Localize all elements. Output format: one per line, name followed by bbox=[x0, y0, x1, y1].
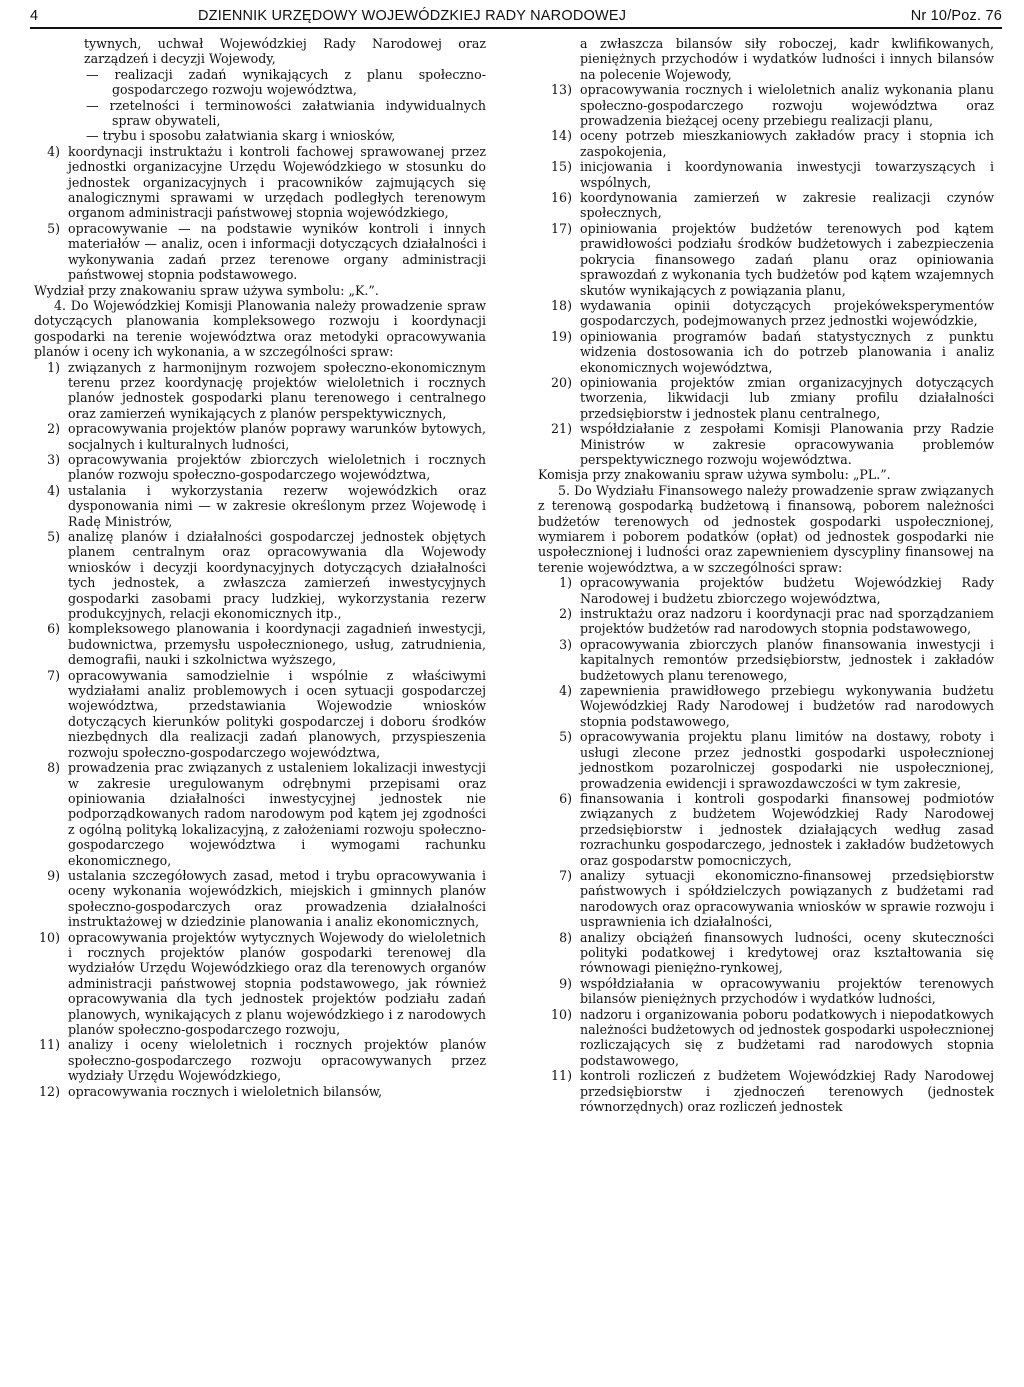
list-item bbox=[34, 144, 486, 221]
journal-title: DZIENNIK URZĘDOWY WOJEWÓDZKIEJ RADY NARODOWEJ bbox=[198, 8, 627, 24]
list-item-number: 18) bbox=[551, 297, 572, 313]
list-item-number: 21) bbox=[551, 421, 572, 437]
list-item-text: wydawania opinii dotyczących projekóweksperymentów gospodarczych, podejmowanych przez jednostki wojewódzkie, bbox=[580, 297, 994, 329]
left-intro-line: — trybu i sposobu załatwiania skarg i wniosków, bbox=[86, 128, 396, 144]
list-item bbox=[538, 868, 994, 930]
list-item bbox=[538, 575, 994, 606]
list-item-text: kompleksowego planowania i koordynacji zagadnień inwestycji, budownictwa, przemysłu uspołecznionego, usług, zatrudnienia, demografii, nauki i szkolnictwa wyższego, bbox=[68, 621, 486, 668]
list-item bbox=[538, 421, 994, 467]
list-item-number: 11) bbox=[39, 1037, 60, 1053]
list-item-text: koordynacji instruktażu i kontroli fachowej sprawowanej przez jednostki organizacyjne Urzędu Wojewódzkiego w stosunku do jednostek organizacyjnych i pracowników zajmujących się analogicznymi sprawami w urzędach podległych terenowym organom administracji państwowej stopnia wojewódzkiego, bbox=[68, 143, 486, 221]
list-item-text: opracowywania projektów planów poprawy warunków bytowych, socjalnych i kulturalnych ludności, bbox=[68, 421, 486, 452]
list-item-text: oceny potrzeb mieszkaniowych zakładów pracy i stopnia ich zaspokojenia, bbox=[580, 128, 994, 159]
right-continuation: a zwłaszcza bilansów siły roboczej, kadr kwlifikowanych, pieniężnych przychodów i wydatków ludności i innych bilansów na polecenie Wojewody, bbox=[580, 36, 994, 82]
list-item-number: 12) bbox=[39, 1083, 60, 1099]
list-item-number: 6) bbox=[47, 621, 60, 637]
list-item bbox=[538, 375, 994, 421]
list-item bbox=[34, 930, 486, 1038]
right-list-a bbox=[538, 82, 994, 467]
list-item bbox=[538, 683, 994, 729]
list-item-text: opracowywania projektu planu limitów na dostawy, roboty i usługi zlecone przez jednostki gospodarki uspołecznionej jednostkom pozarolniczej gospodarki nie uspołecznionej, prowadzenia ewidencji i sprawozdawczości w tym zakresie, bbox=[580, 729, 994, 791]
list-item-text: opiniowania projektów budżetów terenowych pod kątem prawidłowości podziału środków budżetowych i zabezpieczenia pokrycia finansowego zadań planu oraz opiniowania sprawozdań z wykonania tych budżetów pod kątem wzajemnych skutów wynikających z powiązania planu, bbox=[580, 220, 994, 298]
list-item bbox=[538, 729, 994, 791]
list-item-text: opracowywania zbiorczych planów finansowania inwestycji i kapitalnych remontów przedsiębiorstw, jednostek i zakładów budżetowych planu terenowego, bbox=[580, 636, 994, 683]
left-list-b bbox=[34, 360, 486, 1100]
list-item bbox=[34, 452, 486, 483]
list-item-text: opracowywania projektów wytycznych Wojewody do wieloletnich i rocznych projektów planów gospodarki terenowej dla wydziałów Urzędu Wojewódzkiego oraz dla terenowych organów administracji państwowej stopnia podstawowego, jak również opracowywania dla tych jednostek projektów podziału zadań planowych, wynikających z planu wojewódzkiego i z narodowych planów społeczno-gospodarczego rozwoju, bbox=[68, 929, 486, 1037]
left-intro-line: — realizacji zadań wynikających z planu społeczno-gospodarczego rozwoju województwa, bbox=[86, 66, 486, 98]
list-item-number: 3) bbox=[47, 451, 60, 467]
list-item-text: opracowywania samodzielnie i wspólnie z właściwymi wydziałami analiz problemowych i ocen sytuacji gospodarczej województwa, przedstawiania Wojewodzie wniosków dotyczących kierunków polityki gospodarczej i doboru środków niezbędnych dla realizacji zadań planowych, przyspieszenia rozwoju społeczno-gospodarczego województwa, bbox=[68, 667, 486, 760]
list-item bbox=[538, 128, 994, 159]
list-item-number: 13) bbox=[551, 82, 572, 98]
list-item bbox=[538, 298, 994, 329]
list-item bbox=[34, 221, 486, 283]
list-item-number: 4) bbox=[559, 683, 572, 699]
section-4-heading: 4. Do Wojewódzkiej Komisji Planowania należy prowadzenie spraw dotyczących planowania kompleksowego rozwoju i koordynacji gospodarki na terenie województwa oraz metodyki opracowywania planów i oceny ich wykonania, a w szczególności spraw: bbox=[34, 297, 486, 360]
list-item-text: zapewnienia prawidłowego przebiegu wykonywania budżetu Wojewódzkiej Rady Narodowej i budżetów rad narodowych stopnia podstawowego, bbox=[580, 683, 994, 729]
left-intro-line: — rzetelności i terminowości załatwiania indywidualnych spraw obywateli, bbox=[86, 97, 486, 129]
list-item-text: opracowywania rocznych i wieloletnich analiz wykonania planu społeczno-gospodarczego rozwoju województwa oraz prowadzenia bieżącej oceny przebiegu realizacji planu, bbox=[580, 82, 994, 129]
list-item bbox=[538, 159, 994, 190]
list-item-number: 4) bbox=[47, 143, 60, 159]
page-header bbox=[30, 6, 1002, 28]
list-item-number: 9) bbox=[47, 867, 60, 883]
list-item-text: prowadzenia prac związanych z ustaleniem lokalizacji inwestycji w zakresie uregulowanym odrębnymi przepisami oraz opiniowania działalności inwestycyjnej jednostek nie podporządkowanych radom narodowym pod kątem jej zgodności z ogólną polityką lokalizacyjną, z założeniami rozwoju społeczno-gospodarczego województwa i wymogami rachunku ekonomicznego, bbox=[68, 760, 486, 868]
list-item-number: 16) bbox=[551, 190, 572, 206]
list-item-text: inicjowania i koordynowania inwestycji towarzyszących i wspólnych, bbox=[580, 159, 994, 190]
list-item-number: 20) bbox=[551, 374, 572, 390]
list-item bbox=[34, 621, 486, 667]
list-item-number: 1) bbox=[47, 359, 60, 375]
list-item bbox=[34, 760, 486, 868]
list-item bbox=[538, 930, 994, 976]
symbol-pl-line: Komisja przy znakowaniu spraw używa symbolu: „PL.”. bbox=[538, 467, 891, 483]
list-item-text: opracowywania projektów zbiorczych wieloletnich i rocznych planów rozwoju społeczno-gospodarczego województwa, bbox=[68, 451, 486, 483]
list-item-text: współdziałanie z zespołami Komisji Planowania przy Radzie Ministrów w zakresie opracowywania problemów perspektywicznego rozwoju województwa. bbox=[580, 421, 994, 467]
list-item-text: opracowywania projektów budżetu Wojewódzkiej Rady Narodowej i budżetu zbiorczego województwa, bbox=[580, 575, 994, 606]
list-item bbox=[538, 637, 994, 683]
list-item-number: 15) bbox=[551, 159, 572, 175]
list-item bbox=[538, 976, 994, 1007]
list-item bbox=[538, 221, 994, 298]
list-item-text: współdziałania w opracowywaniu projektów terenowych bilansów pieniężnych przychodów i wydatków ludności, bbox=[580, 975, 994, 1007]
list-item-text: opiniowania projektów zmian organizacyjnych dotyczących tworzenia, likwidacji lub zmiany profilu działalności przedsiębiorstw i jednostek planu centralnego, bbox=[580, 374, 994, 421]
page-number: 4 bbox=[30, 8, 39, 24]
list-item bbox=[34, 483, 486, 529]
list-item-text: analizy obciążeń finansowych ludności, oceny skuteczności polityki podatkowej i kredytowej oraz kształtowania się równowagi pieniężno-rynkowej, bbox=[580, 929, 994, 976]
list-item-number: 19) bbox=[551, 328, 572, 344]
list-item-text: opiniowania programów badań statystycznych z punktu widzenia dostosowania ich do potrzeb planowania i analiz ekonomicznych województwa, bbox=[580, 328, 994, 375]
list-item-text: analizę planów i działalności gospodarczej jednostek objętych planem centralnym oraz opracowywania dla Wojewody wniosków i decyzji koordynacyjnych dotyczących działalności tych jednostek, a zwłaszcza zamierzeń inwestycyjnych gospodarki zasobami pracy ludzkiej, wykorzystania rezerw produkcyjnych, relacji ekonomicznych itp., bbox=[68, 529, 486, 622]
list-item-text: instruktażu oraz nadzoru i koordynacji prac nad sporządzaniem projektów budżetów rad narodowych stopnia podstawowego, bbox=[580, 606, 994, 637]
list-item-text: koordynowania zamierzeń w zakresie realizacji czynów społecznych, bbox=[580, 190, 994, 221]
list-item-text: analizy i oceny wieloletnich i rocznych projektów planów społeczno-gospodarczego rozwoju opracowywanych przez wydziały Urzędu Wojewódzkiego, bbox=[68, 1037, 486, 1084]
list-item-number: 6) bbox=[559, 790, 572, 806]
list-item bbox=[34, 529, 486, 621]
list-item bbox=[538, 190, 994, 221]
left-column bbox=[34, 36, 486, 1099]
list-item-text: związanych z harmonijnym rozwojem społeczno-ekonomicznym terenu przez koordynację projektów wieloletnich i rocznych planów jednostek gospodarki planu terenowego i centralnego oraz zamierzeń wynikających z planów perspektywicznych, bbox=[68, 359, 486, 421]
list-item bbox=[34, 868, 486, 930]
list-item-number: 7) bbox=[47, 667, 60, 683]
list-item bbox=[34, 668, 486, 760]
symbol-k-line: Wydział przy znakowaniu spraw używa symbolu: „K.”. bbox=[34, 282, 379, 298]
left-list-a bbox=[34, 144, 486, 283]
list-item-text: finansowania i kontroli gospodarki finansowej podmiotów związanych z budżetem Wojewódzkiej Rady Narodowej przedsiębiorstw i jednostek działających według zasad rozrachunku gospodarczego, jednostek i zakładów budżetowych oraz gospodarstw pomocniczych, bbox=[580, 790, 994, 868]
list-item bbox=[538, 606, 994, 637]
list-item bbox=[538, 1007, 994, 1069]
list-item bbox=[34, 1037, 486, 1083]
list-item-text: analizy sytuacji ekonomiczno-finansowej przedsiębiorstw państwowych i spółdzielczych powiązanych z budżetami rad narodowych oraz opracowywania wniosków w sprawie rozwoju i usprawnienia ich działalności, bbox=[580, 867, 994, 930]
issue-number: Nr 10/Poz. 76 bbox=[910, 8, 1002, 24]
list-item bbox=[538, 1068, 994, 1114]
section-5-heading: 5. Do Wydziału Finansowego należy prowadzenie spraw związanych z terenową gospodarką budżetową i finansową, poborem należności budżetów terenowych od jednostek gospodarki uspołecznionej, wymiarem i poborem podatków (opłat) od jednostek gospodarki nie uspołecznionej i ludności oraz zapewnieniem dyscypliny finansowej na terenie województwa, a w szczególności spraw: bbox=[538, 482, 994, 575]
list-item-number: 8) bbox=[47, 760, 60, 776]
list-item-number: 5) bbox=[559, 729, 572, 745]
list-item bbox=[34, 421, 486, 452]
right-column bbox=[538, 36, 994, 1114]
list-item-number: 1) bbox=[559, 575, 572, 591]
list-item-number: 9) bbox=[559, 975, 572, 991]
list-item bbox=[34, 1084, 486, 1099]
list-item-text: ustalania szczegółowych zasad, metod i trybu opracowywania i oceny wykonania wojewódzkich, miejskich i gminnych planów społeczno-gospodarczych oraz prowadzenia działalności instruktażowej w dziedzinie planowania i analiz ekonomicznych, bbox=[68, 867, 486, 930]
list-item-number: 10) bbox=[39, 929, 60, 945]
list-item-number: 10) bbox=[551, 1006, 572, 1022]
header-rule bbox=[30, 27, 1002, 29]
list-item-number: 5) bbox=[47, 529, 60, 544]
list-item bbox=[34, 360, 486, 422]
list-item-number: 8) bbox=[559, 929, 572, 945]
list-item-number: 5) bbox=[47, 220, 60, 236]
list-item-text: opracowywania rocznych i wieloletnich bilansów, bbox=[68, 1083, 383, 1099]
list-item-text: opracowywanie — na podstawie wyników kontroli i innych materiałów — analiz, ocen i informacji dotyczących działalności i wykonywania zadań przez terenowe organy administracji państwowej stopnia podstawowego. bbox=[68, 220, 486, 283]
list-item-text: nadzoru i organizowania poboru podatkowych i niepodatkowych należności budżetowych od jednostek gospodarki uspołecznionej rozliczających się z budżetami rad narodowych stopnia podstawowego, bbox=[580, 1006, 995, 1068]
list-item-number: 4) bbox=[47, 482, 60, 498]
list-item-number: 2) bbox=[47, 421, 60, 437]
list-item-number: 17) bbox=[551, 220, 572, 236]
list-item-number: 14) bbox=[551, 128, 572, 144]
list-item bbox=[538, 791, 994, 868]
list-item-text: ustalania i wykorzystania rezerw wojewódzkich oraz dysponowania nimi — w zakresie określonym przez Wojewodę i Radę Ministrów, bbox=[68, 482, 486, 529]
left-intro-line: tywnych, uchwał Wojewódzkiej Rady Narodowej oraz zarządzeń i decyzji Wojewody, bbox=[84, 36, 486, 67]
list-item-text: kontroli rozliczeń z budżetem Wojewódzkiej Rady Narodowej przedsiębiorstw i zjednoczeń terenowych (jednostek równorzędnych) oraz rozliczeń jednostek bbox=[580, 1068, 994, 1115]
list-item-number: 2) bbox=[559, 606, 572, 622]
list-item bbox=[538, 82, 994, 128]
list-item-number: 7) bbox=[559, 867, 572, 883]
right-list-b bbox=[538, 575, 994, 1114]
list-item-number: 11) bbox=[551, 1068, 572, 1084]
list-item-number: 3) bbox=[559, 636, 572, 652]
list-item bbox=[538, 329, 994, 375]
